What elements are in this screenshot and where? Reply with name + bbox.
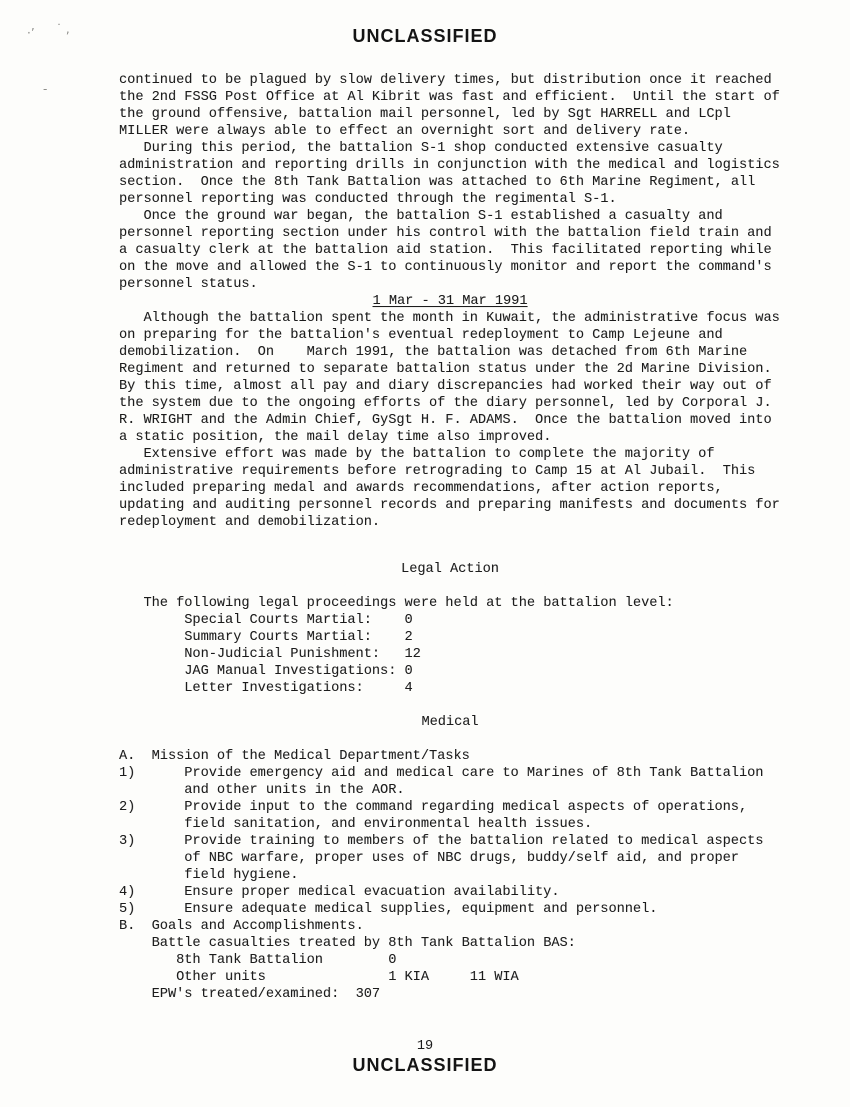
section-heading-medical: Medical	[421, 715, 479, 730]
legal-item-value: 4	[404, 681, 413, 696]
section-heading-legal-action: Legal Action	[401, 562, 499, 577]
casualty-row-value: 1 KIA	[388, 970, 429, 985]
legal-item-label: Non-Judicial Punishment:	[184, 647, 381, 662]
task-number: 3)	[119, 834, 136, 849]
legal-item	[184, 663, 781, 680]
paragraph: Although the battalion spent the month in Kuwait, the administrative focus was on preparing for the battalion's eventual redeployment to Camp Lejeune and demobilization. On March 1991, the battalion was detached from 6th Marine Regiment and returned to separate battalion status under the 2d Marine Division. By this time, almost all pay and diary discrepancies had worked their way out of the system due to the ongoing efforts of the diary personnel, led by Corporal J. R. WRIGHT and the Admin Chief, GySgt H. F. ADAMS. Once the battalion moved into a static position, the mail delay time also improved.	[119, 311, 788, 445]
task-text: Provide training to members of the battalion related to medical aspects of NBC warfare, proper uses of NBC drugs, buddy/self aid, and proper field hygiene.	[184, 834, 764, 883]
document-body	[119, 72, 788, 1003]
paragraph: continued to be plagued by slow delivery times, but distribution once it reached the 2nd FSSG Post Office at Al Kibrit was fast and efficient. Until the start of the ground offensive, battalion mail personnel, led by Sgt HARRELL and LCpl MILLER were always able to effect an overnight sort and delivery rate.	[119, 73, 788, 139]
date-range-heading: 1 Mar - 31 Mar 1991	[372, 294, 528, 309]
scan-artifact: ˙ ,	[56, 22, 70, 36]
task-number: 5)	[119, 902, 136, 917]
medical-task	[119, 765, 781, 799]
legal-item	[184, 612, 781, 629]
epw-label: EPW's treated/examined:	[151, 987, 340, 1002]
task-number: 4)	[119, 885, 136, 900]
medical-task	[119, 884, 781, 901]
paragraph: During this period, the battalion S-1 shop conducted extensive casualty administration and reporting drills in conjunction with the medical and logistics section. Once the 8th Tank Battalion was attached to 6th Marine Regiment, all personnel reporting was conducted through the regimental S-1.	[119, 141, 788, 207]
legal-intro: The following legal proceedings were held at the battalion level:	[143, 596, 674, 611]
legal-item-label: Special Courts Martial:	[184, 613, 372, 628]
medical-task	[119, 833, 781, 884]
scan-artifact: -	[43, 82, 48, 96]
task-number: 2)	[119, 800, 136, 815]
casualty-row-value: 0	[388, 953, 397, 968]
legal-item-label: JAG Manual Investigations:	[184, 664, 397, 679]
classification-header: UNCLASSIFIED	[352, 26, 498, 46]
outline-label: A.	[119, 749, 136, 764]
task-text: Ensure proper medical evacuation availability.	[184, 885, 560, 900]
legal-item-value: 0	[404, 613, 413, 628]
casualty-row-label: Other units	[176, 970, 266, 985]
legal-item	[184, 646, 781, 663]
legal-item-value: 0	[404, 664, 413, 679]
casualty-row	[176, 952, 781, 969]
casualty-row-value-2: 11 WIA	[469, 970, 519, 985]
medical-task	[119, 901, 781, 918]
paragraph: Extensive effort was made by the battalion to complete the majority of administrative requirements before retrograding to Camp 15 at Al Jubail. This included preparing medal and awards recommendations, after action reports, updating and auditing personnel records and preparing manifests and documents for redeployment and demobilization.	[119, 447, 788, 530]
legal-item	[184, 629, 781, 646]
outline-label: B.	[119, 919, 136, 934]
epw-row	[152, 986, 781, 1003]
battle-casualties-intro: Battle casualties treated by 8th Tank Battalion BAS:	[151, 936, 576, 951]
epw-value: 307	[355, 987, 381, 1002]
paragraph: Once the ground war began, the battalion S-1 established a casualty and personnel reporting section under his control with the battalion field train and a casualty clerk at the battalion aid station. This facilitated reporting while on the move and allowed the S-1 to continuously monitor and report the command's personnel status.	[119, 209, 780, 292]
legal-item-label: Summary Courts Martial:	[184, 630, 372, 645]
medical-task	[119, 799, 781, 833]
legal-item-value: 12	[404, 647, 421, 662]
legal-proceedings-list	[119, 612, 781, 697]
legal-item-value: 2	[404, 630, 413, 645]
outline-title: Mission of the Medical Department/Tasks	[151, 749, 470, 764]
medical-section-b-header	[119, 918, 781, 935]
task-number: 1)	[119, 766, 136, 781]
scan-artifact: ·’	[27, 26, 35, 40]
task-text: Ensure adequate medical supplies, equipment and personnel.	[184, 902, 658, 917]
legal-item	[184, 680, 781, 697]
page-footer	[0, 1038, 850, 1076]
task-text: Provide emergency aid and medical care to Marines of 8th Tank Battalion and other units in the AOR.	[184, 766, 764, 798]
task-text: Provide input to the command regarding medical aspects of operations, field sanitation, and environmental health issues.	[184, 800, 748, 832]
casualty-row-label: 8th Tank Battalion	[176, 953, 323, 968]
classification-footer: UNCLASSIFIED	[352, 1055, 498, 1075]
casualty-row	[176, 969, 781, 986]
medical-section-a-header	[119, 748, 781, 765]
page-number: 19	[416, 1039, 434, 1054]
legal-item-label: Letter Investigations:	[184, 681, 364, 696]
outline-title: Goals and Accomplishments.	[151, 919, 364, 934]
